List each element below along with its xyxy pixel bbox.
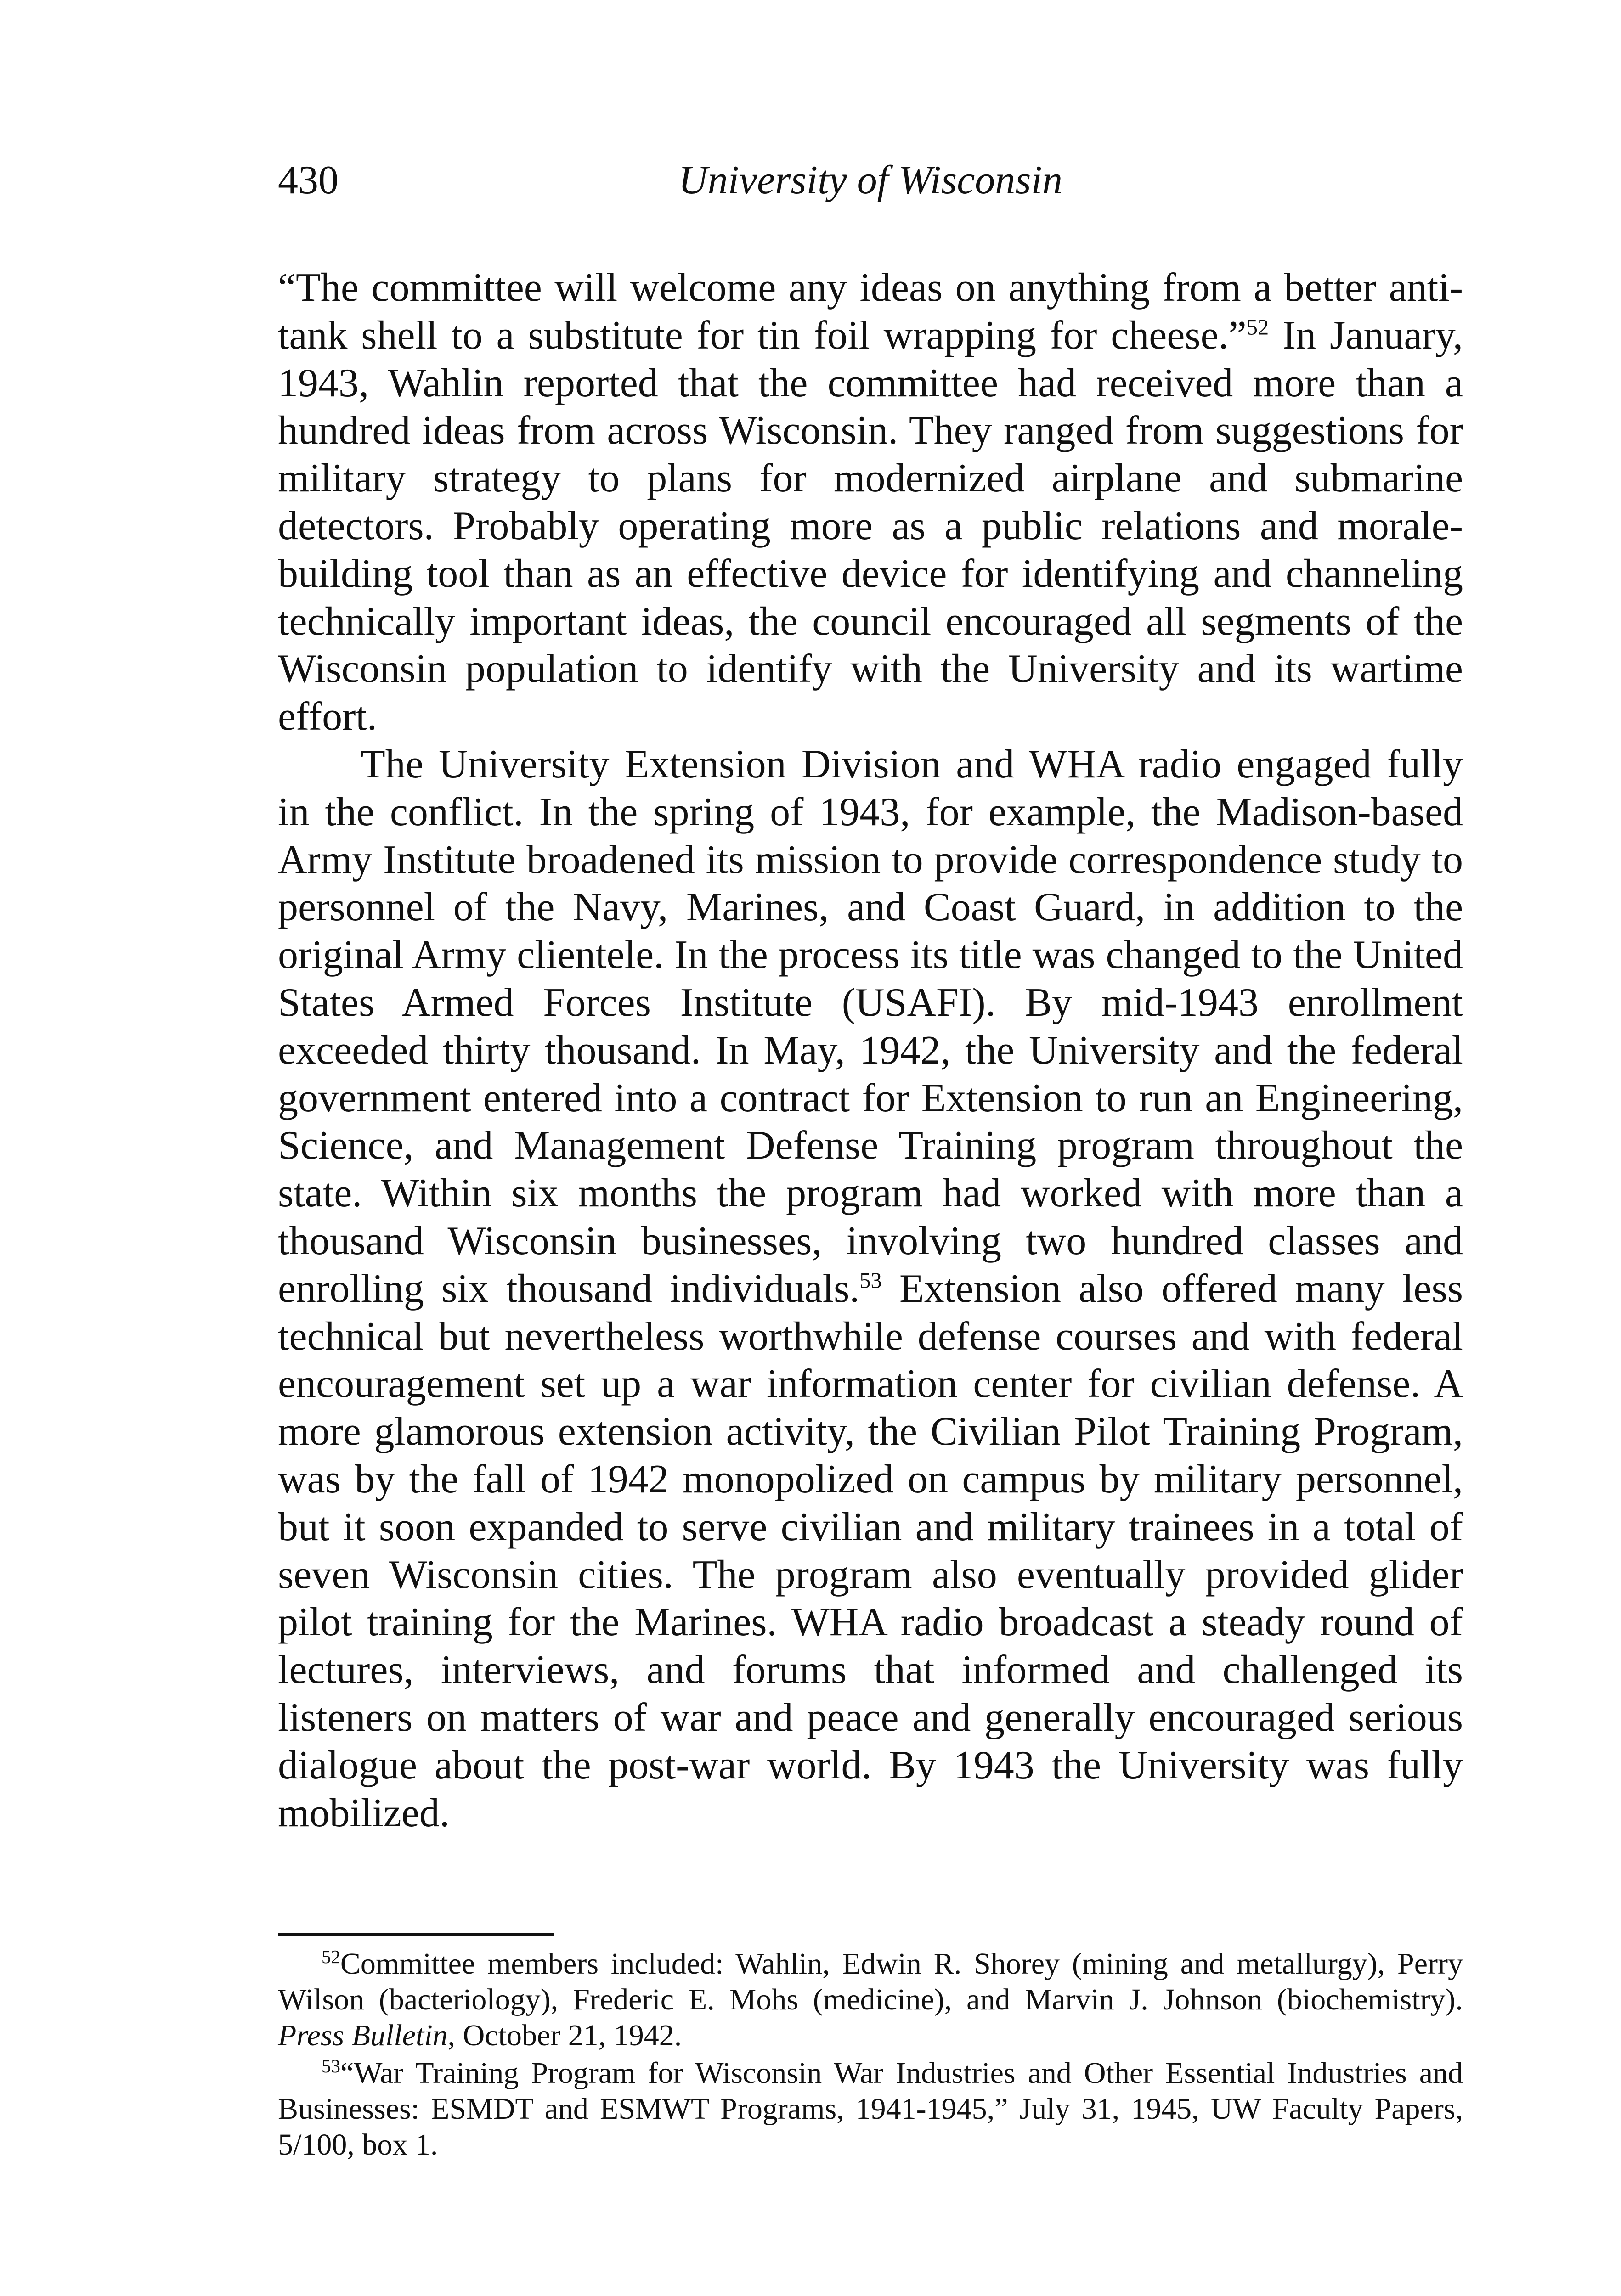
footnote-52-text-b: , October 21, 1942. [447,2019,682,2052]
footnote-52-text-a: Committee members included: Wahlin, Edwin R. Shorey (mining and metallurgy), Perry Wilson (bacteriology), Frederic E. Mohs (medicine), and Marvin J. Johnson (biochemistry). [278,1947,1463,2016]
footnote-mark-53: 53 [322,2056,340,2077]
paragraph-1-text-b: In January, 1943, Wahlin reported that the committee had received more than a hundred ideas from across Wisconsin. They ranged from suggestions for military strategy to plans for modernized airplane and submarine detectors. Probably operating more as a public relations and morale-building tool than as an effective device for identifying and channeling technically important ideas, the council encouraged all segments of the Wisconsin population to identify with the University and its wartime effort. [278,313,1463,739]
paragraph-2-text-a: The University Extension Division and WHA radio engaged fully in the conflict. In the spring of 1943, for example, the Madison-based Army Institute broadened its mission to provide correspondence study to personnel of the Navy, Marines, and Coast Guard, in addition to the original Army clientele. In the process its title was changed to the United States Armed Forces Institute (USAFI). By mid-1943 enrollment exceeded thirty thousand. In May, 1942, the University and the federal government entered into a contract for Extension to run an Engineering, Science, and Management Defense Training program throughout the state. Within six months the program had worked with more than a thousand Wisconsin businesses, involving two hundred classes and enrolling six thousand individuals. [278,742,1463,1311]
running-title: University of Wisconsin [678,158,1062,203]
paragraph-1-text-a: “The committee will welcome any ideas on anything from a better anti-tank shell to a substitute for tin foil wrapping for cheese.” [278,265,1463,358]
paragraph-2-text-b: Extension also offered many less technical but nevertheless worthwhile defense courses and with federal encouragement set up a war information center for civilian defense. A more glamorous extension activity, the Civilian Pilot Training Program, was by the fall of 1942 monopolized on campus by military personnel, but it soon expanded to serve civilian and military trainees in a total of seven Wisconsin cities. The program also eventually provided glider pilot training for the Marines. WHA radio broadcast a steady round of lectures, interviews, and forums that informed and challenged its listeners on matters of war and peace and generally encouraged serious dialogue about the post-war world. By 1943 the University was fully mobilized. [278,1266,1463,1835]
footnote-rule [278,1933,554,1936]
footnote-ref-52: 52 [1246,315,1269,340]
footnote-52-italic: Press Bulletin [278,2019,448,2052]
footnote-mark-52: 52 [322,1947,340,1967]
page-number: 430 [278,158,339,203]
paragraph-1 [278,264,1463,741]
paragraph-2 [278,741,1463,1837]
footnotes [278,1946,1463,2163]
body-text [278,264,1463,1837]
footnote-53 [278,2055,1463,2163]
footnote-53-text-a: “War Training Program for Wisconsin War Industries and Other Essential Industries and Businesses: ESMDT and ESMWT Programs, 1941-1945,” July 31, 1945, UW Faculty Papers, 5/100, box 1. [278,2056,1463,2161]
running-head [278,155,1463,206]
footnote-52 [278,1946,1463,2054]
footnote-ref-53: 53 [859,1268,882,1293]
